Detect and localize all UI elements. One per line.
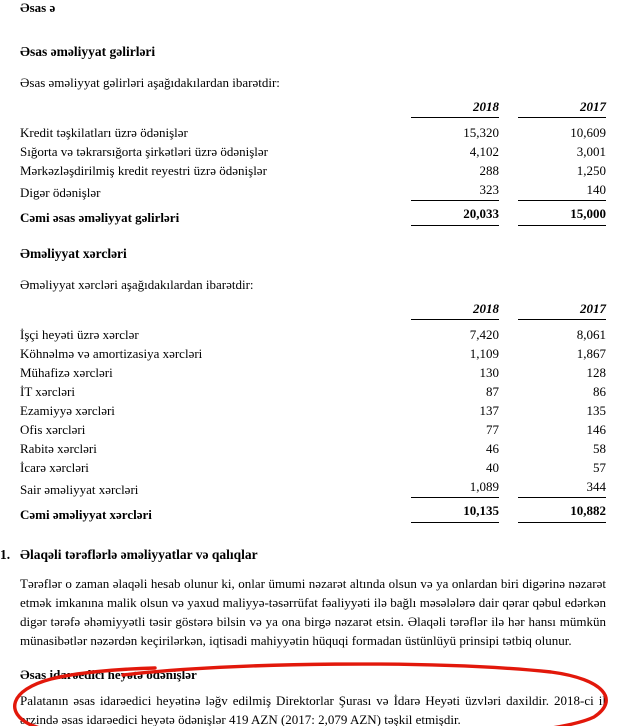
total-row — [20, 498, 606, 523]
section-title-operating-expenses: Əməliyyat xərcləri — [20, 246, 127, 261]
value-2017: 140 — [518, 179, 606, 201]
column-gap — [499, 362, 518, 381]
column-gap — [499, 381, 518, 400]
cut-off-top-text: Əsas ə — [20, 0, 56, 15]
value-2018: 46 — [486, 441, 499, 456]
table-row — [20, 320, 606, 343]
row-label: Sair əməliyyat xərcləri — [20, 482, 139, 497]
value-2018: 137 — [479, 403, 499, 418]
column-header-2018: 2018 — [411, 301, 499, 320]
value-2017: 10,609 — [570, 125, 606, 140]
table-row — [20, 362, 606, 381]
column-gap — [499, 343, 518, 362]
operating-income-section — [20, 44, 606, 226]
column-gap — [499, 160, 518, 179]
related-parties-section — [0, 547, 606, 726]
value-2018: 288 — [479, 163, 499, 178]
row-label: İşçi heyəti üzrə xərclər — [20, 327, 139, 342]
total-label: Cəmi əsas əməliyyat gəlirləri — [20, 210, 180, 225]
column-gap — [499, 476, 518, 498]
table-row — [20, 118, 606, 141]
value-2018: 1,089 — [411, 476, 499, 498]
value-2017: 57 — [593, 460, 606, 475]
column-gap — [499, 400, 518, 419]
row-label: İT xərcləri — [20, 384, 75, 399]
table-row — [20, 179, 606, 201]
key-management-heading: Əsas idarəedici heyətə ödənişlər — [20, 667, 197, 682]
table-header-row — [20, 301, 606, 320]
table-row — [20, 343, 606, 362]
value-2017: 1,250 — [576, 163, 606, 178]
value-2018: 40 — [486, 460, 499, 475]
column-gap — [499, 457, 518, 476]
table-row — [20, 160, 606, 179]
column-gap — [499, 99, 518, 118]
row-label: Rabitə xərcləri — [20, 441, 97, 456]
value-2018: 130 — [479, 365, 499, 380]
value-2018: 323 — [411, 179, 499, 201]
empty-header-cell — [20, 99, 411, 118]
column-gap — [499, 201, 518, 226]
row-label: Köhnəlmə və amortizasiya xərcləri — [20, 346, 203, 361]
value-2017: 3,001 — [576, 144, 606, 159]
section-title-operating-income: Əsas əməliyyat gəlirləri — [20, 44, 156, 59]
column-gap — [499, 320, 518, 343]
value-2017: 86 — [593, 384, 606, 399]
column-gap — [499, 179, 518, 201]
row-label: Mərkəzləşdirilmiş kredit reyestri üzrə ödənişlər — [20, 163, 267, 178]
circled-annotation-block — [20, 667, 606, 726]
value-2018: 7,420 — [469, 327, 499, 342]
table-header-row — [20, 99, 606, 118]
numbered-section-heading — [0, 547, 606, 563]
column-gap — [499, 118, 518, 141]
row-label: Digər ödənişlər — [20, 185, 101, 200]
value-2018: 87 — [486, 384, 499, 399]
row-label: Ezamiyyə xərcləri — [20, 403, 115, 418]
related-parties-paragraph: Tərəflər o zaman əlaqəli hesab olunur ki, onlar ümumi nəzarət altında olsun və ya onlardan biri digərinə nəzarət etmək imkanına malik olsun və yaxud maliyyə-təsərrüfat fəaliyyəti ilə bağlı məsələlərə dair qərar qəbul edərkən digər tərəfə əhəmiyyətli təsir göstərə bilsin və ya ona birgə nəzarət etsin. Əlaqəli tərəflər ilə hər hansı mümkün münasibətlər nəzərdən keçirilərkən, iqtisadi mahiyyətin hüquqi formadan üstünlüyü prinsipi tətbiq olunur. — [20, 576, 606, 648]
total-value-2017: 10,882 — [518, 498, 606, 523]
table-row — [20, 381, 606, 400]
row-label: İcarə xərcləri — [20, 460, 89, 475]
section-number: 1. — [0, 547, 11, 562]
total-row — [20, 201, 606, 226]
value-2017: 128 — [586, 365, 606, 380]
value-2018: 4,102 — [469, 144, 499, 159]
total-value-2018: 10,135 — [411, 498, 499, 523]
empty-header-cell — [20, 301, 411, 320]
value-2017: 1,867 — [576, 346, 606, 361]
column-gap — [499, 498, 518, 523]
table-row — [20, 457, 606, 476]
total-label: Cəmi əməliyyat xərcləri — [20, 507, 152, 522]
value-2017: 135 — [586, 403, 606, 418]
section-title-related-parties: Əlaqəli tərəflərlə əməliyyatlar və qalıqlar — [20, 547, 258, 562]
value-2017: 344 — [518, 476, 606, 498]
column-gap — [499, 141, 518, 160]
value-2017: 146 — [586, 422, 606, 437]
column-header-2018: 2018 — [411, 99, 499, 118]
column-gap — [499, 301, 518, 320]
value-2018: 15,320 — [463, 125, 499, 140]
operating-expenses-table — [20, 301, 606, 523]
column-gap — [499, 438, 518, 457]
table-row — [20, 419, 606, 438]
operating-income-intro: Əsas əməliyyat gəlirləri aşağıdakılardan ibarətdir: — [20, 75, 280, 90]
row-label: Mühafizə xərcləri — [20, 365, 113, 380]
table-row — [20, 141, 606, 160]
column-header-2017: 2017 — [518, 99, 606, 118]
column-gap — [499, 419, 518, 438]
row-label: Ofis xərcləri — [20, 422, 86, 437]
operating-income-table — [20, 99, 606, 226]
total-value-2017: 15,000 — [518, 201, 606, 226]
value-2018: 1,109 — [469, 346, 499, 361]
total-value-2018: 20,033 — [411, 201, 499, 226]
row-label: Sığorta və təkrarsığorta şirkətləri üzrə ödənişlər — [20, 144, 268, 159]
table-row — [20, 476, 606, 498]
operating-expenses-intro: Əməliyyat xərcləri aşağıdakılardan ibarətdir: — [20, 277, 254, 292]
table-row — [20, 438, 606, 457]
value-2018: 77 — [486, 422, 499, 437]
value-2017: 8,061 — [576, 327, 606, 342]
column-header-2017: 2017 — [518, 301, 606, 320]
key-management-paragraph: Palatanın əsas idarəedici heyətinə ləğv edilmiş Direktorlar Şurası və İdarə Heyəti üzvləri daxildir. 2018-ci il ərzində əsas idarəedici heyətə ödənişlər 419 AZN (2017: 2,079 AZN) təşkil etmişdir. — [20, 693, 606, 726]
row-label: Kredit təşkilatları üzrə ödənişlər — [20, 125, 188, 140]
value-2017: 58 — [593, 441, 606, 456]
table-row — [20, 400, 606, 419]
operating-expenses-section — [20, 246, 606, 523]
